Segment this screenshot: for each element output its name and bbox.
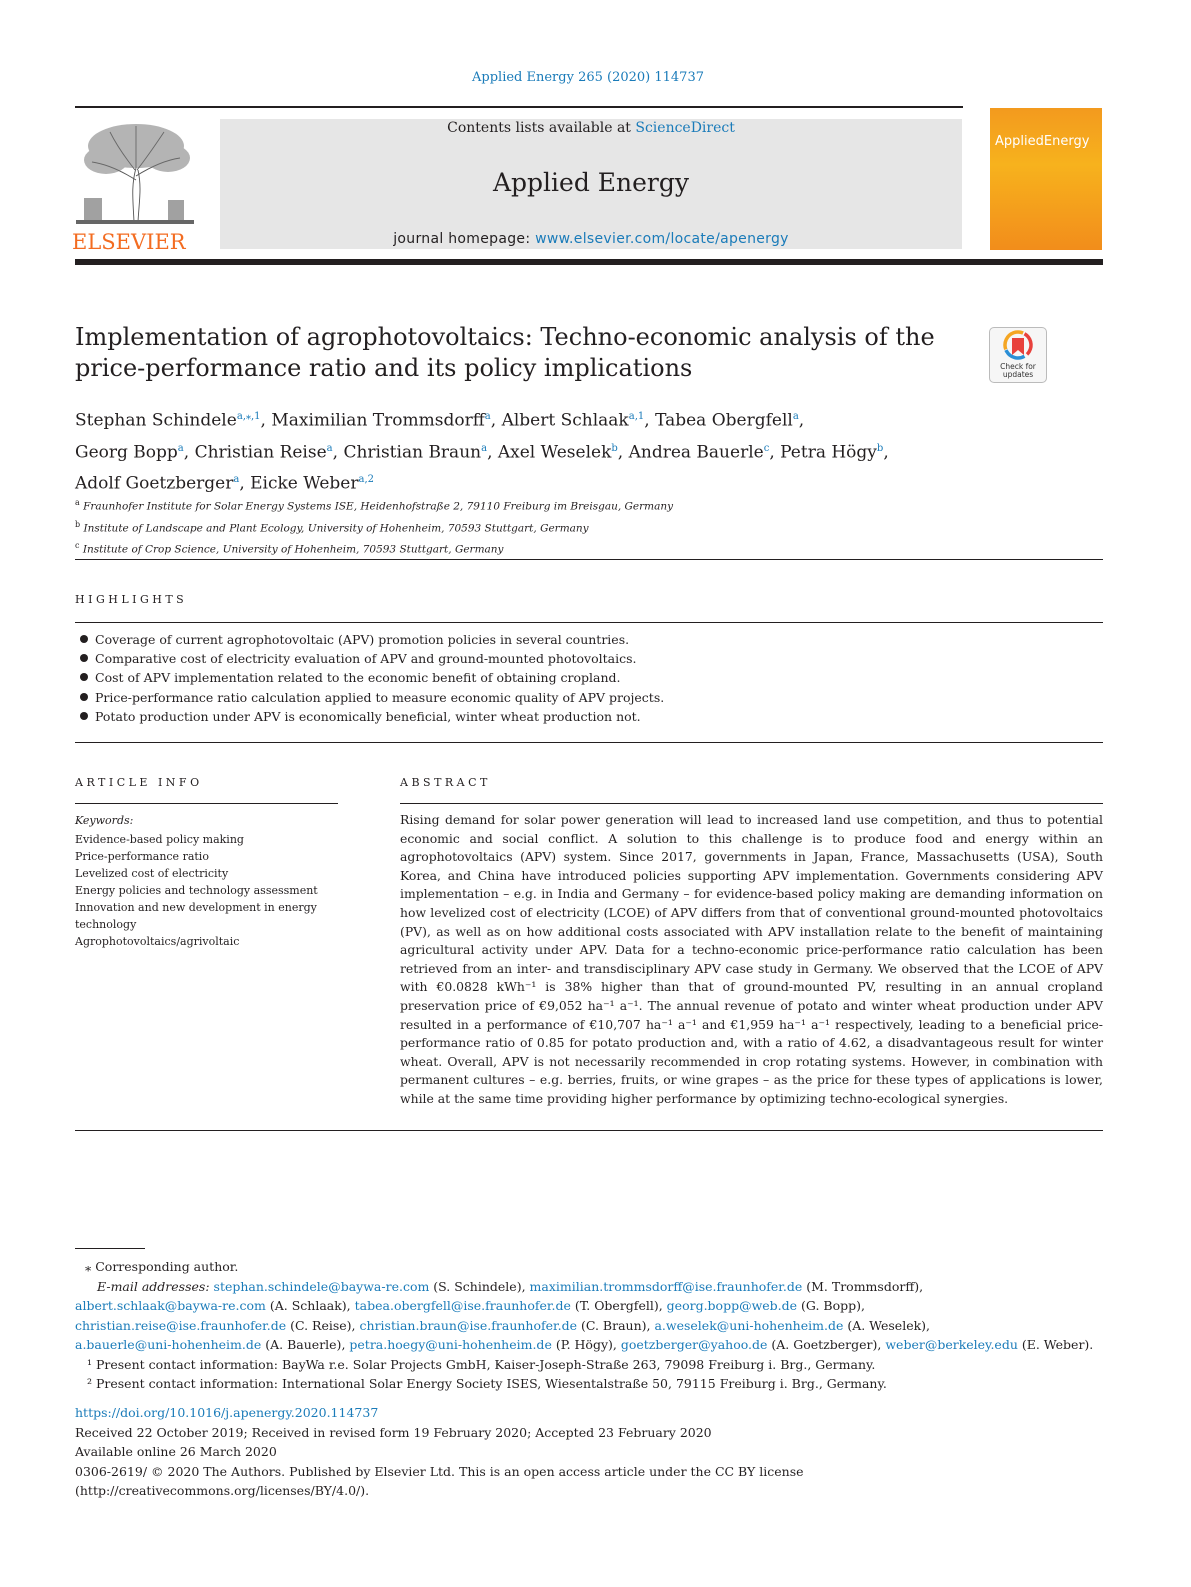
author-affiliation-marker[interactable]: a xyxy=(233,474,240,486)
affiliation-text: Institute of Landscape and Plant Ecology, University of Hohenheim, 70593 Stuttgart, Germany xyxy=(80,522,589,534)
divider-abstract xyxy=(400,803,1103,804)
keyword-item[interactable]: Agrophotovoltaics/agrivoltaic xyxy=(75,935,240,948)
author-name[interactable]: Petra Högy xyxy=(780,442,877,463)
author-affiliation-marker[interactable]: a xyxy=(792,411,799,422)
author-name[interactable]: Stephan Schindele xyxy=(75,410,237,431)
author-name[interactable]: Georg Bopp xyxy=(75,442,178,463)
highlight-item xyxy=(80,688,1080,707)
elsevier-wordmark: ELSEVIER xyxy=(72,230,186,254)
author-list: Stephan Schindele$^{a,⁎,1}$, Maximilian Trommsdorff$^a$, Albert Schlaak$^{a,1}$, Tabea Obergfell$^a$, Georg Bopp$^a$, Christian Reise$^a$, Christian Braun$^a$, Axel Weselek$^b$, Andrea Bauerle$^c$, Petra Högy$^b$, Adolf Goetzberger$^a$, Eicke Weber$^{a,2}$ xyxy=(75,410,889,494)
header-rule-thick xyxy=(75,259,1103,265)
email-entry xyxy=(530,1279,924,1294)
highlight-item xyxy=(80,707,1080,726)
email-entry xyxy=(621,1337,882,1352)
author-affiliation-marker[interactable]: c xyxy=(763,442,770,454)
affiliation-marker: c xyxy=(75,541,80,550)
highlight-text: Potato production under APV is economically beneficial, winter wheat production not. xyxy=(95,708,641,724)
email-link[interactable]: georg.bopp@web.de xyxy=(666,1298,798,1313)
check-for-updates-label: Check for updates xyxy=(1000,362,1036,379)
received-dates: Received 22 October 2019; Received in revised form 19 February 2020; Accepted 23 February 2020 xyxy=(75,1424,712,1440)
email-line-4 xyxy=(75,1335,1115,1355)
footnote-rule xyxy=(75,1248,145,1249)
email-owner: (P. Högy), xyxy=(551,1337,617,1352)
footnotes xyxy=(75,1257,1115,1394)
keyword-item[interactable]: Energy policies and technology assessment xyxy=(75,884,318,897)
doi-link[interactable]: https://doi.org/10.1016/j.apenergy.2020.114737 xyxy=(75,1405,379,1420)
available-online-date: Available online 26 March 2020 xyxy=(75,1444,277,1459)
email-link[interactable]: christian.braun@ise.fraunhofer.de xyxy=(359,1317,577,1333)
email-line-2 xyxy=(75,1296,1115,1316)
email-link[interactable]: petra.hoegy@uni-hohenheim.de xyxy=(349,1337,552,1352)
journal-homepage-line xyxy=(220,231,962,247)
author-name[interactable]: Adolf Goetzberger xyxy=(75,473,234,494)
email-label: E-mail addresses: xyxy=(97,1278,210,1294)
author-name[interactable]: Axel Weselek xyxy=(497,442,612,463)
author-affiliation-marker[interactable]: b xyxy=(611,442,618,454)
abstract-heading: ABSTRACT xyxy=(400,776,491,789)
highlight-item xyxy=(80,668,1080,687)
email-line-1 xyxy=(75,1277,1115,1297)
author-name[interactable]: Tabea Obergfell xyxy=(655,410,793,431)
highlights-list xyxy=(80,630,1080,726)
journal-cover-thumbnail[interactable] xyxy=(990,108,1102,250)
email-link[interactable]: tabea.obergfell@ise.fraunhofer.de xyxy=(354,1298,571,1313)
email-owner: (E. Weber). xyxy=(1017,1337,1094,1352)
contents-lists-line xyxy=(220,120,962,136)
email-owner: (S. Schindele), xyxy=(429,1278,526,1294)
email-entry xyxy=(654,1318,930,1333)
divider-highlights-bottom xyxy=(75,742,1103,743)
author-name[interactable]: Albert Schlaak xyxy=(501,410,629,431)
email-line-3 xyxy=(75,1316,1115,1336)
author-name[interactable]: Christian Reise xyxy=(194,442,327,463)
keywords-list xyxy=(75,831,340,950)
keyword-item[interactable]: Price-performance ratio xyxy=(75,850,209,863)
author-affiliation-marker[interactable]: a,2 xyxy=(358,474,374,486)
email-entry xyxy=(355,1298,663,1313)
email-link[interactable]: a.bauerle@uni-hohenheim.de xyxy=(75,1337,262,1352)
cover-title: AppliedEnergy xyxy=(995,134,1090,149)
highlight-item xyxy=(80,630,1080,649)
highlight-item xyxy=(80,649,1080,668)
check-for-updates-badge[interactable] xyxy=(989,327,1047,383)
contact-note-1: ¹ Present contact information: BayWa r.e. Solar Projects GmbH, Kaiser-Joseph-Straße 263, 79098 Freiburg i. Brg., Germany. xyxy=(87,1356,876,1372)
affiliation-text: Institute of Crop Science, University of Hohenheim, 70593 Stuttgart, Germany xyxy=(79,543,504,556)
highlight-text: Coverage of current agrophotovoltaic (APV) promotion policies in several countries. xyxy=(95,632,630,647)
email-entry xyxy=(75,1298,351,1313)
highlight-text: Cost of APV implementation related to the economic benefit of obtaining cropland. xyxy=(95,670,621,686)
corresponding-author-note: ⁎ Corresponding author. xyxy=(85,1259,239,1274)
sciencedirect-link[interactable]: ScienceDirect xyxy=(635,120,735,136)
email-entry xyxy=(75,1318,356,1333)
affiliation xyxy=(75,537,1075,559)
affiliation xyxy=(75,494,1075,516)
email-owner: (C. Reise), xyxy=(286,1317,356,1333)
email-link[interactable]: maximilian.trommsdorff@ise.fraunhofer.de xyxy=(529,1278,803,1294)
email-link[interactable]: albert.schlaak@baywa-re.com xyxy=(75,1298,266,1313)
email-entry xyxy=(667,1298,865,1313)
email-entry xyxy=(360,1318,651,1333)
bullet-icon xyxy=(80,635,88,643)
author-affiliation-marker[interactable]: b xyxy=(876,442,884,454)
divider-article-info xyxy=(75,803,338,804)
homepage-link[interactable]: www.elsevier.com/locate/apenergy xyxy=(535,231,789,247)
author-affiliation-marker[interactable]: a,1 xyxy=(628,411,645,422)
affiliation-list xyxy=(75,494,1075,559)
author-affiliation-marker[interactable]: a,⁎,1 xyxy=(236,411,261,422)
journal-title: Applied Energy xyxy=(492,168,690,197)
email-link[interactable]: goetzberger@yahoo.de xyxy=(620,1337,768,1352)
divider-highlights-top xyxy=(75,622,1103,623)
homepage-prefix: journal homepage: xyxy=(393,231,536,247)
email-entry xyxy=(214,1279,526,1294)
email-link[interactable]: stephan.schindele@baywa-re.com xyxy=(213,1278,430,1294)
contact-note-2: ² Present contact information: International Solar Energy Society ISES, Wiesentalstraße 50, 79115 Freiburg i. Brg., Germany. xyxy=(87,1376,887,1391)
license-statement: 0306-2619/ © 2020 The Authors. Published by Elsevier Ltd. This is an open access article under the CC BY license xyxy=(75,1463,804,1479)
email-link[interactable]: christian.reise@ise.fraunhofer.de xyxy=(75,1317,287,1333)
bullet-icon xyxy=(80,712,88,720)
email-owner: (A. Weselek), xyxy=(843,1317,931,1333)
divider-after-affiliations xyxy=(75,559,1103,560)
abstract-text: Rising demand for solar power generation will lead to increased land use competition, and thus to potential economic and social conflict. A solution to this challenge is to produce food and energy within an agrophotovoltaics (APV) system. Since 2017, governments in Japan, France, Massachusetts (USA), South Korea, and China have introduced policies supporting APV implementation. Governments considering APV implementation – e.g. in India and Germany – for evidence-based policy making are demanding information on how levelized cost of electricity (LCOE) of APV differs from that of conventional ground-mounted photovoltaics (PV), as well as on how additional costs associated with APV installation relate to the benefit of maintaining agricultural activity under APV. Data for a techno-economic price-performance ratio calculation has been retrieved from an inter- and transdisciplinary APV case study in Germany. We observed that the LCOE of APV with €0.0828 kWh⁻¹ is 38% higher than that of ground-mounted PV, resulting in an annual cropland preservation price of €9,052 ha⁻¹ a⁻¹. The annual revenue of potato and winter wheat production under APV resulted in a performance of €10,707 ha⁻¹ a⁻¹ and €1,959 ha⁻¹ a⁻¹ respectively, leading to a beneficial price-performance ratio of 0.85 for potato production and, with a ratio of 4.62, a disadvantageous result for winter wheat. Overall, APV is not necessarily recommended in crop rotating systems. However, in combination with permanent cultures – e.g. berries, fruits, or wine grapes – as the price for these types of applications is lower, while at the same time providing higher performance by optimizing techno-ecological synergies. xyxy=(400,812,1103,1106)
email-link[interactable]: weber@berkeley.edu xyxy=(885,1337,1018,1352)
author-affiliation-marker[interactable]: a xyxy=(484,411,491,422)
article-info-heading: ARTICLE INFO xyxy=(75,776,203,789)
highlights-heading: HIGHLIGHTS xyxy=(75,593,188,606)
keyword-item[interactable]: Evidence-based policy making xyxy=(75,833,244,846)
email-owner: (C. Braun), xyxy=(577,1317,651,1333)
header-rule-top xyxy=(75,106,963,108)
email-owner: (A. Bauerle), xyxy=(261,1337,346,1352)
author-name[interactable]: Eicke Weber xyxy=(250,473,359,494)
author-name[interactable]: Andrea Bauerle xyxy=(628,442,764,463)
affiliation xyxy=(75,516,1075,538)
author-name[interactable]: Christian Braun xyxy=(343,442,482,463)
author-affiliation-marker[interactable]: a xyxy=(177,442,184,454)
bullet-icon xyxy=(80,654,88,662)
email-owner: (A. Schlaak), xyxy=(265,1298,351,1313)
keywords-label: Keywords: xyxy=(75,814,134,827)
highlight-text: Price-performance ratio calculation applied to measure economic quality of APV projects. xyxy=(95,689,665,705)
keyword-item[interactable]: Innovation and new development in energy technology xyxy=(75,901,317,931)
keyword-item[interactable]: Levelized cost of electricity xyxy=(75,867,229,880)
email-owner: (T. Obergfell), xyxy=(570,1298,663,1313)
divider-after-abstract xyxy=(75,1130,1103,1131)
license-url[interactable]: (http://creativecommons.org/licenses/BY/4.0/). xyxy=(75,1483,370,1498)
email-owner: (M. Trommsdorff), xyxy=(802,1278,924,1294)
author-affiliation-marker[interactable]: a xyxy=(326,442,333,454)
bullet-icon xyxy=(80,693,88,701)
update-ribbon-icon xyxy=(990,328,1046,362)
email-owner: (G. Bopp), xyxy=(797,1298,865,1313)
elsevier-logo[interactable] xyxy=(72,120,204,254)
author-name[interactable]: Maximilian Trommsdorff xyxy=(271,410,485,431)
email-link[interactable]: a.weselek@uni-hohenheim.de xyxy=(654,1317,844,1333)
email-owner: (A. Goetzberger), xyxy=(767,1337,882,1352)
email-entry xyxy=(349,1337,616,1352)
contents-prefix: Contents lists available at xyxy=(447,120,636,136)
highlight-text: Comparative cost of electricity evaluation of APV and ground-mounted photovoltaics. xyxy=(95,651,637,667)
email-entry xyxy=(885,1337,1093,1352)
affiliation-text: Fraunhofer Institute for Solar Energy Systems ISE, Heidenhofstraße 2, 79110 Freiburg im Breisgau, Germany xyxy=(79,500,674,513)
elsevier-tree-icon xyxy=(76,120,194,224)
affiliation-marker: b xyxy=(75,519,81,529)
bullet-icon xyxy=(80,673,88,681)
email-entry xyxy=(75,1337,345,1352)
publication-info xyxy=(75,1403,975,1501)
article-title: Implementation of agrophotovoltaics: Techno-economic analysis of the price-performance ratio and its policy implications xyxy=(75,323,935,382)
affiliation-marker: a xyxy=(75,498,80,507)
journal-citation[interactable]: Applied Energy 265 (2020) 114737 xyxy=(472,70,704,85)
author-affiliation-marker[interactable]: a xyxy=(481,442,488,454)
